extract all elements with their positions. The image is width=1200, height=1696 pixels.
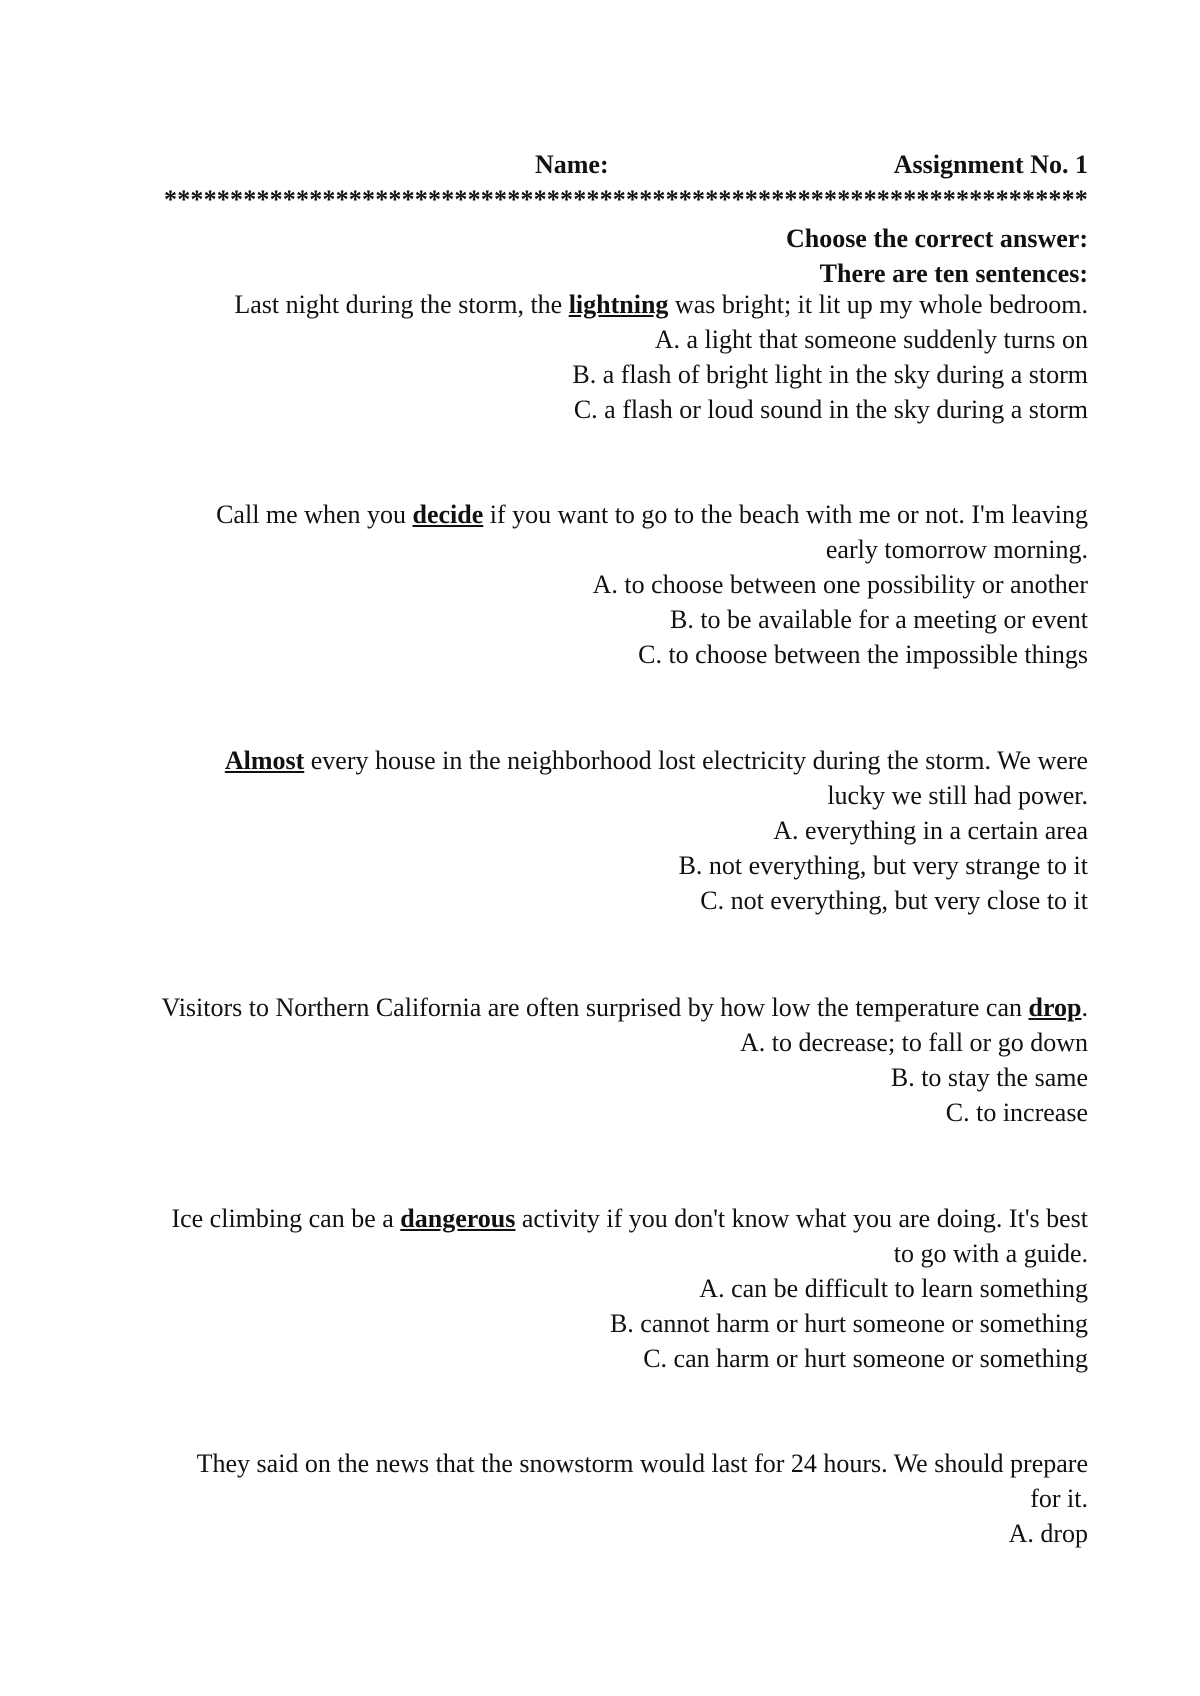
- option-c: C. to choose between the impossible things: [638, 640, 1088, 669]
- option-b: B. not everything, but very strange to it: [678, 851, 1088, 880]
- option-a: A. to decrease; to fall or go down: [739, 1028, 1088, 1057]
- question-sentence: [130, 287, 1088, 322]
- option-a: A. to choose between one possibility or another: [592, 570, 1088, 599]
- assignment-label: Assignment No. 1: [893, 150, 1088, 179]
- sentence-text: Call me when you: [216, 500, 413, 529]
- sentence-text: if you want to go to the beach with me or not. I'm leaving early tomorrow morning.: [483, 500, 1088, 564]
- sentence-text: .: [1081, 993, 1088, 1022]
- sentence-text: every house in the neighborhood lost electricity during the storm. We were lucky we still had power.: [304, 746, 1088, 810]
- option-c: C. a flash or loud sound in the sky during a storm: [573, 395, 1088, 424]
- option-a: A. drop: [1008, 1519, 1088, 1548]
- sentence-text: They said on the news that the snowstorm would last for 24 hours. We should prepare for it.: [196, 1449, 1088, 1513]
- option-c: C. to increase: [945, 1098, 1088, 1127]
- sentence-text: Visitors to Northern California are often surprised by how low the temperature can: [161, 993, 1029, 1022]
- separator-line: **********************************************************************: [164, 185, 1088, 214]
- question-sentence: [190, 1446, 1088, 1516]
- keyword: dangerous: [400, 1204, 516, 1233]
- question-sentence: [180, 743, 1088, 813]
- question-6: [190, 1446, 1088, 1551]
- option-a: A. everything in a certain area: [773, 816, 1088, 845]
- question-3: [180, 743, 1088, 918]
- question-1: [130, 287, 1088, 427]
- question-sentence: [130, 990, 1088, 1025]
- name-label: Name:: [535, 150, 609, 179]
- option-c: C. can harm or hurt someone or something: [643, 1344, 1088, 1373]
- worksheet-header: [150, 147, 1088, 291]
- sentence-text: Ice climbing can be a: [171, 1204, 401, 1233]
- sentence-text: was bright; it lit up my whole bedroom.: [668, 290, 1088, 319]
- sentence-text: Last night during the storm, the: [234, 290, 569, 319]
- header-line: [150, 147, 1088, 182]
- instruction-choose: Choose the correct answer:: [785, 224, 1088, 253]
- option-b: B. to stay the same: [890, 1063, 1088, 1092]
- keyword: lightning: [568, 290, 669, 319]
- keyword: drop: [1028, 993, 1082, 1022]
- question-5: [170, 1201, 1088, 1376]
- question-2: [200, 497, 1088, 672]
- option-b: B. cannot harm or hurt someone or something: [609, 1309, 1088, 1338]
- question-sentence: [170, 1201, 1088, 1271]
- option-b: B. to be available for a meeting or event: [669, 605, 1088, 634]
- option-c: C. not everything, but very close to it: [700, 886, 1088, 915]
- instruction-count: There are ten sentences:: [819, 259, 1088, 288]
- question-sentence: [200, 497, 1088, 567]
- option-b: B. a flash of bright light in the sky during a storm: [572, 360, 1088, 389]
- keyword: Almost: [224, 746, 305, 775]
- keyword: decide: [412, 500, 484, 529]
- sentence-text: activity if you don't know what you are doing. It's best to go with a guide.: [515, 1204, 1088, 1268]
- question-4: [130, 990, 1088, 1130]
- option-a: A. a light that someone suddenly turns on: [654, 325, 1088, 354]
- option-a: A. can be difficult to learn something: [699, 1274, 1088, 1303]
